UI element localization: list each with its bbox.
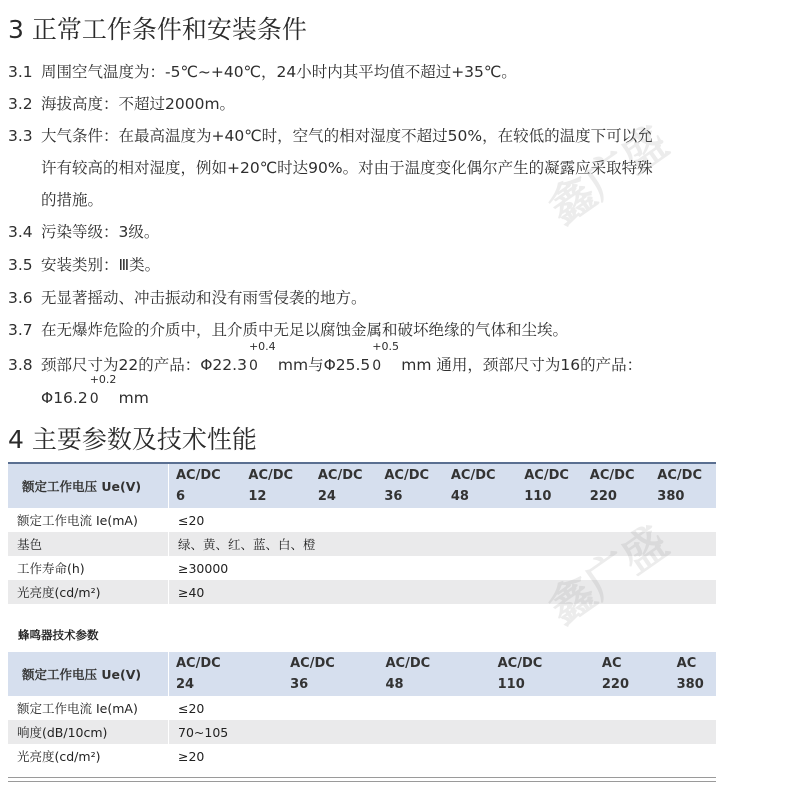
buzzer-params-label: 蜂鸣器技术参数 [18,628,99,642]
tolerance-2: +0.5 0 [372,340,400,374]
item-3-3: 3.3 大气条件：在最高温度为+40℃时，空气的相对湿度不超过50%，在较低的温度下可以允 [8,127,653,145]
voltage-cell: AC/DC 36 [384,468,430,504]
table-2-bottom-border [8,777,716,778]
tolerance-3: +0.2 0 [89,373,117,407]
watermark-text: 鑫广盛 [539,116,678,235]
buzzer-params-table [8,652,716,768]
table-row: 工作寿命(h) ≥30000 [8,556,716,580]
item-3-8-cont: Φ16.2 +0.2 0 mm [41,373,149,407]
table-row: 基色 绿、黄、红、蓝、白、橙 [8,532,716,556]
voltage-cell: AC/DC 110 [524,468,569,504]
table-row: 响度(dB/10cm) 70~105 [8,720,716,744]
section-4-heading: 4 主要参数及技术性能 [8,425,257,454]
item-3-7: 3.7 在无爆炸危险的介质中，且介质中无足以腐蚀金属和破坏绝缘的气体和尘埃。 [8,321,569,339]
item-3-3-cont1: 许有较高的相对湿度，例如+20℃时达90%。对由于温度变化偶尔产生的凝露应采取特殊 [41,159,653,177]
header-label: 额定工作电压 Ue(V) [8,652,169,696]
voltage-cell: AC 380 [676,656,704,692]
voltage-cell: AC/DC 12 [248,468,294,504]
item-3-8: 3.8 颈部尺寸为22的产品：Φ22.3 +0.4 0 mm与Φ25.5 +0.5 0 mm 通用，颈部尺寸为16的产品： [8,340,643,374]
table-row: 额定工作电流 Ie(mA) ≤20 [8,508,716,532]
watermark-text: 鑫广盛 [539,516,678,635]
table-header-row [8,464,716,508]
table-header-row [8,652,716,696]
voltage-cell: AC/DC 6 [176,468,221,504]
voltage-cell: AC/DC 220 [589,468,635,504]
voltage-cell: AC 220 [601,656,630,692]
table-row: 光亮度(cd/m²) ≥20 [8,744,716,768]
header-label: 额定工作电压 Ue(V) [8,464,169,508]
table-row: 额定工作电流 Ie(mA) ≤20 [8,696,716,720]
item-3-5: 3.5 安装类别：Ⅲ类。 [8,256,161,274]
voltage-cell: AC/DC 110 [497,656,543,692]
voltage-cell: AC/DC 24 [317,468,363,504]
voltage-cell: AC/DC 48 [450,468,496,504]
voltage-cell: AC/DC 380 [657,468,702,504]
section-3-heading: 3 正常工作条件和安装条件 [8,15,307,44]
item-3-1: 3.1 周围空气温度为：-5℃~+40℃，24小时内其平均值不超过+35℃。 [8,63,517,81]
table-row: 光亮度(cd/m²) ≥40 [8,580,716,604]
item-3-3-cont2: 的措施。 [41,191,104,209]
item-3-6: 3.6 无显著摇动、冲击振动和没有雨雪侵袭的地方。 [8,289,367,307]
tolerance-1: +0.4 0 [248,340,276,374]
item-3-2: 3.2 海拔高度：不超过2000m。 [8,95,236,113]
voltage-cell: AC/DC 36 [290,656,335,692]
voltage-cell: AC/DC 24 [176,656,221,692]
voltage-cell: AC/DC 48 [385,656,431,692]
table-2-bottom-border-2 [8,781,716,782]
item-3-4: 3.4 污染等级：3级。 [8,223,160,241]
